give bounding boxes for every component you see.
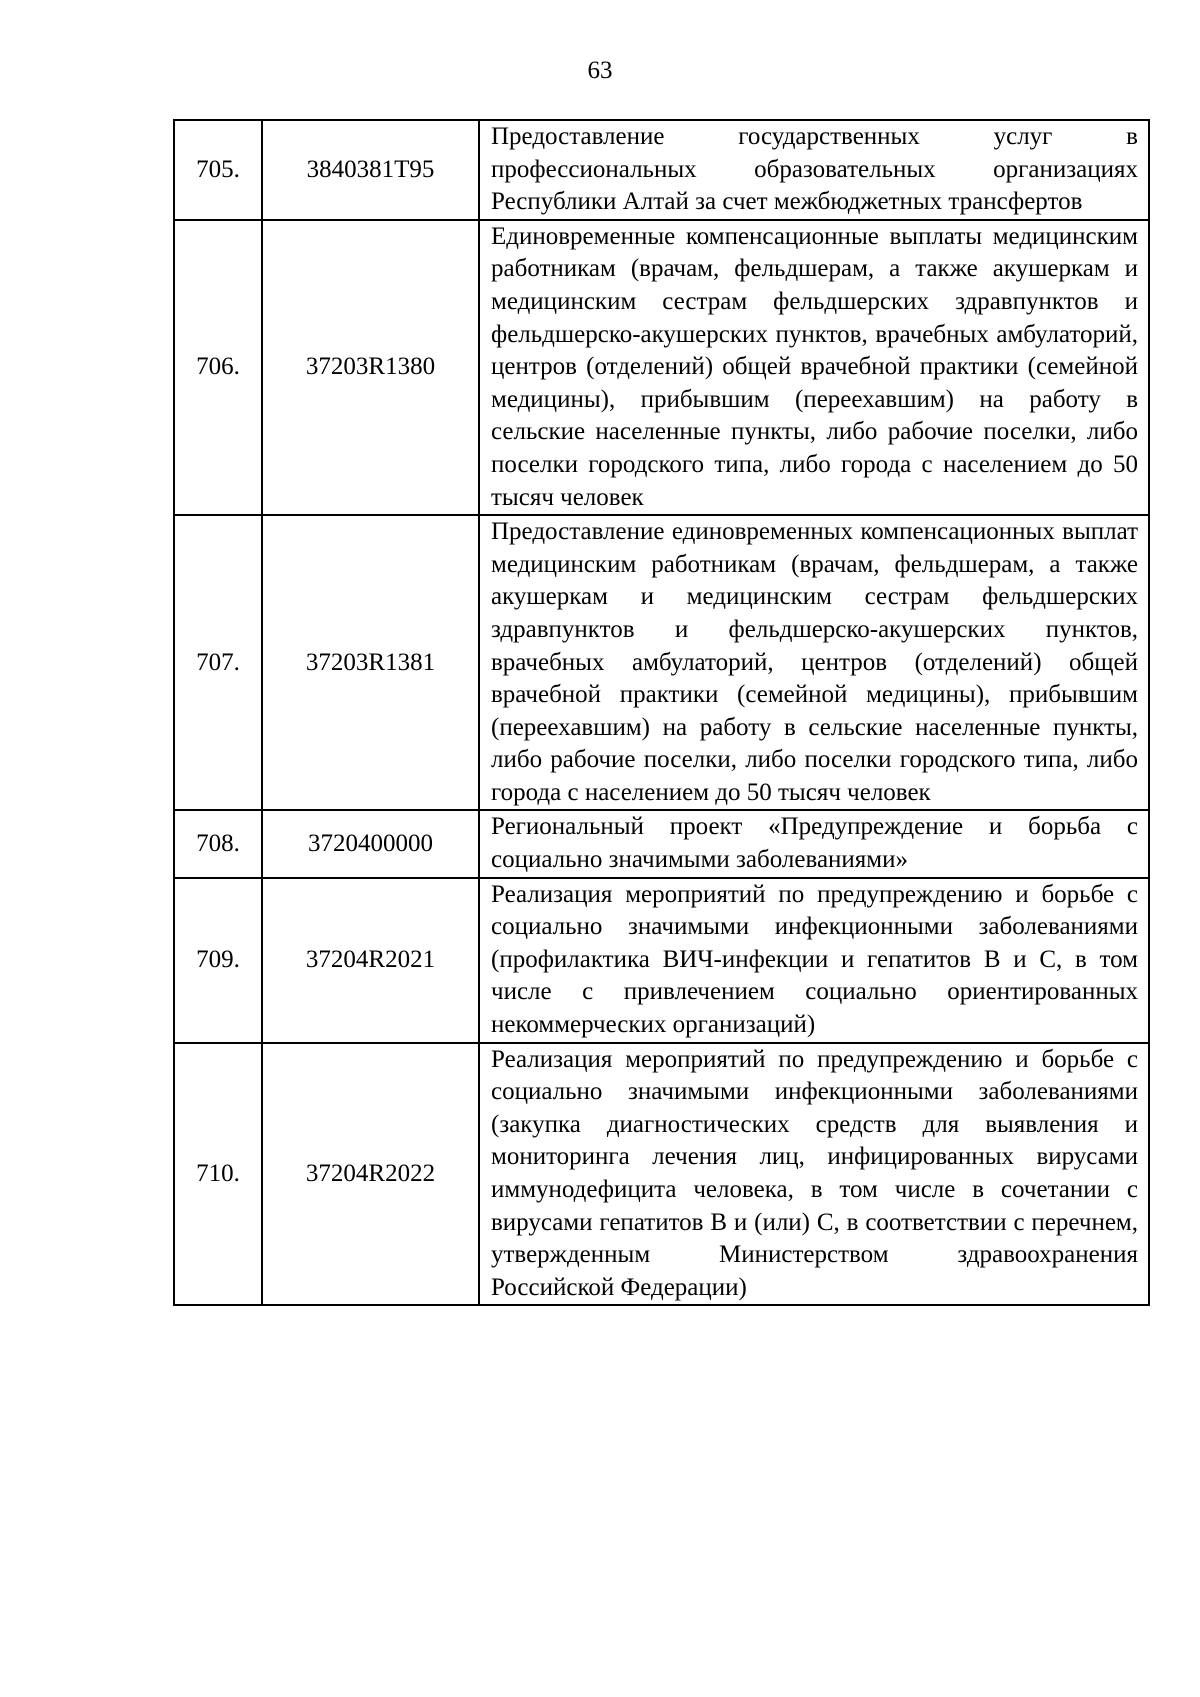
row-code: 37204R2021 [262,878,479,1043]
table-row [174,1043,1149,1306]
table-row [174,878,1149,1043]
row-code: 3840381T95 [262,120,479,220]
row-number: 708. [174,810,262,877]
row-description: Предоставление государственных услуг в профессиональных образовательных организациях Республики Алтай за счет межбюджетных трансфертов [479,120,1149,220]
row-number: 705. [174,120,262,220]
row-number: 709. [174,878,262,1043]
table-row [174,120,1149,220]
row-description: Предоставление единовременных компенсационных выплат медицинским работникам (врачам, фельдшерам, а также акушеркам и медицинским сестрам фельдшерских здравпунктов и фельдшерско-акушерских пунктов, врачебных амбулаторий, центров (отделений) общей врачебной практики (семейной медицины), прибывшим (переехавшим) на работу в сельские населенные пункты, либо рабочие поселки, либо поселки городского типа, либо города с населением до 50 тысяч человек [479,515,1149,810]
row-code: 3720400000 [262,810,479,877]
table-row [174,220,1149,515]
table-row [174,515,1149,810]
row-description: Реализация мероприятий по предупреждению и борьбе с социально значимыми инфекционными заболеваниями (закупка диагностических средств для выявления и мониторинга лечения лиц, инфицированных вирусами иммунодефицита человека, в том числе в сочетании с вирусами гепатитов B и (или) C, в соответствии с перечнем, утвержденным Министерством здравоохранения Российской Федерации) [479,1043,1149,1306]
row-description: Региональный проект «Предупреждение и борьба с социально значимыми заболеваниями» [479,810,1149,877]
table-row [174,810,1149,877]
page-number: 63 [587,57,613,84]
row-number: 710. [174,1043,262,1306]
budget-code-table [173,119,1150,1306]
row-number: 706. [174,220,262,515]
row-number: 707. [174,515,262,810]
row-code: 37203R1381 [262,515,479,810]
row-description: Единовременные компенсационные выплаты медицинским работникам (врачам, фельдшерам, а также акушеркам и медицинским сестрам фельдшерских здравпунктов и фельдшерско-акушерских пунктов, врачебных амбулаторий, центров (отделений) общей врачебной практики (семейной медицины), прибывшим (переехавшим) на работу в сельские населенные пункты, либо рабочие поселки, либо поселки городского типа, либо города с населением до 50 тысяч человек [479,220,1149,515]
row-code: 37203R1380 [262,220,479,515]
row-code: 37204R2022 [262,1043,479,1306]
row-description: Реализация мероприятий по предупреждению и борьбе с социально значимыми инфекционными заболеваниями (профилактика ВИЧ-инфекции и гепатитов B и C, в том числе с привлечением социально ориентированных некоммерческих организаций) [479,878,1149,1043]
